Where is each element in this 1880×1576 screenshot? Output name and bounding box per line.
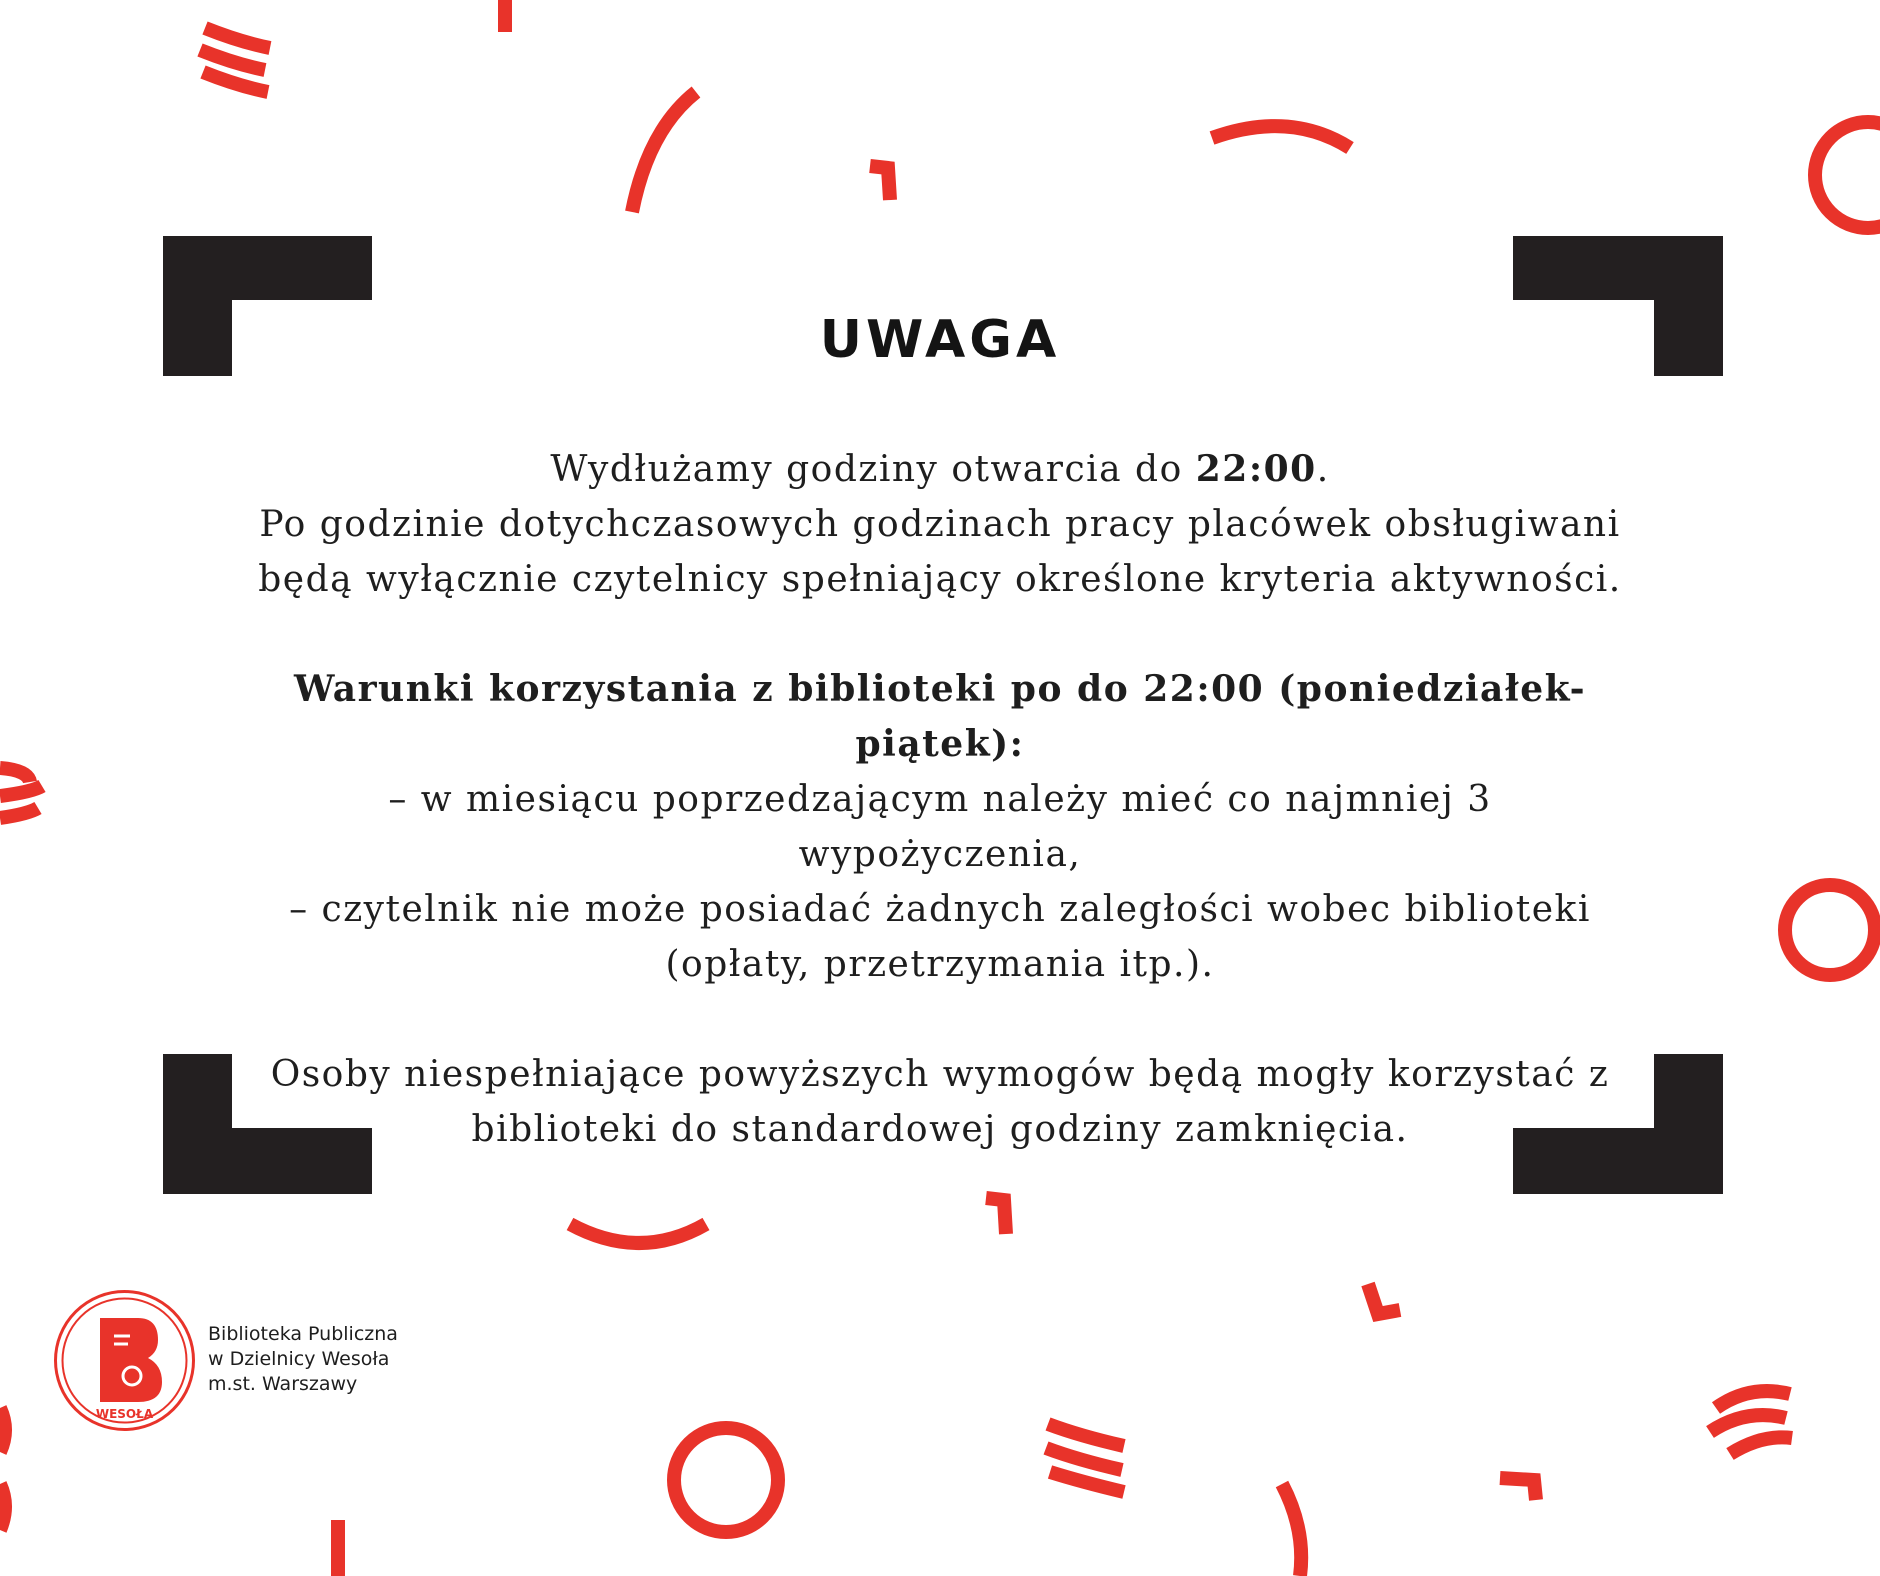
library-logo-icon [52, 1288, 197, 1433]
outro-line-2: biblioteki do standardowej godziny zamknięcia. [471, 1109, 1409, 1150]
library-name-line-3: m.st. Warszawy [208, 1373, 358, 1395]
intro-text: Wydłużamy godziny otwarcia do [550, 449, 1196, 490]
intro-period: . [1316, 449, 1330, 490]
confetti-circle [1785, 885, 1875, 975]
confetti-arc [632, 92, 696, 212]
confetti-corner [986, 1198, 1006, 1234]
confetti-corner [1500, 1478, 1536, 1500]
library-name-line-1: Biblioteka Publiczna [208, 1323, 398, 1345]
confetti-wave [205, 28, 270, 48]
condition-1-line-1: – w miesiącu poprzedzającym należy mieć co najmniej 3 [388, 779, 1492, 820]
conditions-heading [230, 662, 1650, 772]
library-name [208, 1322, 398, 1397]
confetti-corner [870, 166, 890, 200]
confetti-arc [570, 1224, 706, 1243]
condition-2-line-1: – czytelnik nie może posiadać żadnych zaległości wobec biblioteki [289, 889, 1591, 930]
logo-badge-text: WESOŁA [95, 1407, 154, 1421]
confetti-wave [1710, 1415, 1786, 1432]
condition-1-line-2: wypożyczenia, [798, 834, 1082, 875]
confetti-arc [1282, 1484, 1301, 1576]
closing-time: 22:00 [1195, 448, 1317, 490]
intro-line-1 [230, 442, 1650, 497]
outro-line-1: Osoby niespełniające powyższych wymogów będą mogły korzystać z [270, 1054, 1610, 1095]
confetti-wave [1716, 1391, 1790, 1408]
announcement [230, 300, 1650, 1157]
confetti-wave [1048, 1424, 1124, 1446]
confetti-arc [0, 1484, 5, 1530]
page-title: UWAGA [819, 310, 1061, 370]
confetti-wave [1730, 1437, 1792, 1454]
confetti-wave [0, 768, 30, 782]
library-name-line-2: w Dzielnicy Wesoła [208, 1348, 390, 1370]
confetti-corner [1368, 1284, 1400, 1314]
confetti-wave [0, 808, 38, 818]
intro-line-2: Po godzinie dotychczasowych godzinach pracy placówek obsługiwani [259, 504, 1621, 545]
confetti-wave [1046, 1448, 1122, 1470]
confetti-circle [674, 1428, 778, 1532]
confetti-circle [1815, 122, 1880, 228]
confetti-wave [0, 786, 42, 796]
confetti-wave [200, 50, 265, 70]
condition-2-line-2: (opłaty, przetrzymania itp.). [665, 944, 1215, 985]
intro-line-3: będą wyłącznie czytelnicy spełniający określone kryteria aktywności. [258, 559, 1622, 600]
confetti-arc [1212, 126, 1350, 148]
confetti-arc [0, 1408, 5, 1452]
conditions-heading-text: Warunki korzystania z biblioteki po do 22:00 (poniedziałek-piątek): [293, 668, 1587, 765]
